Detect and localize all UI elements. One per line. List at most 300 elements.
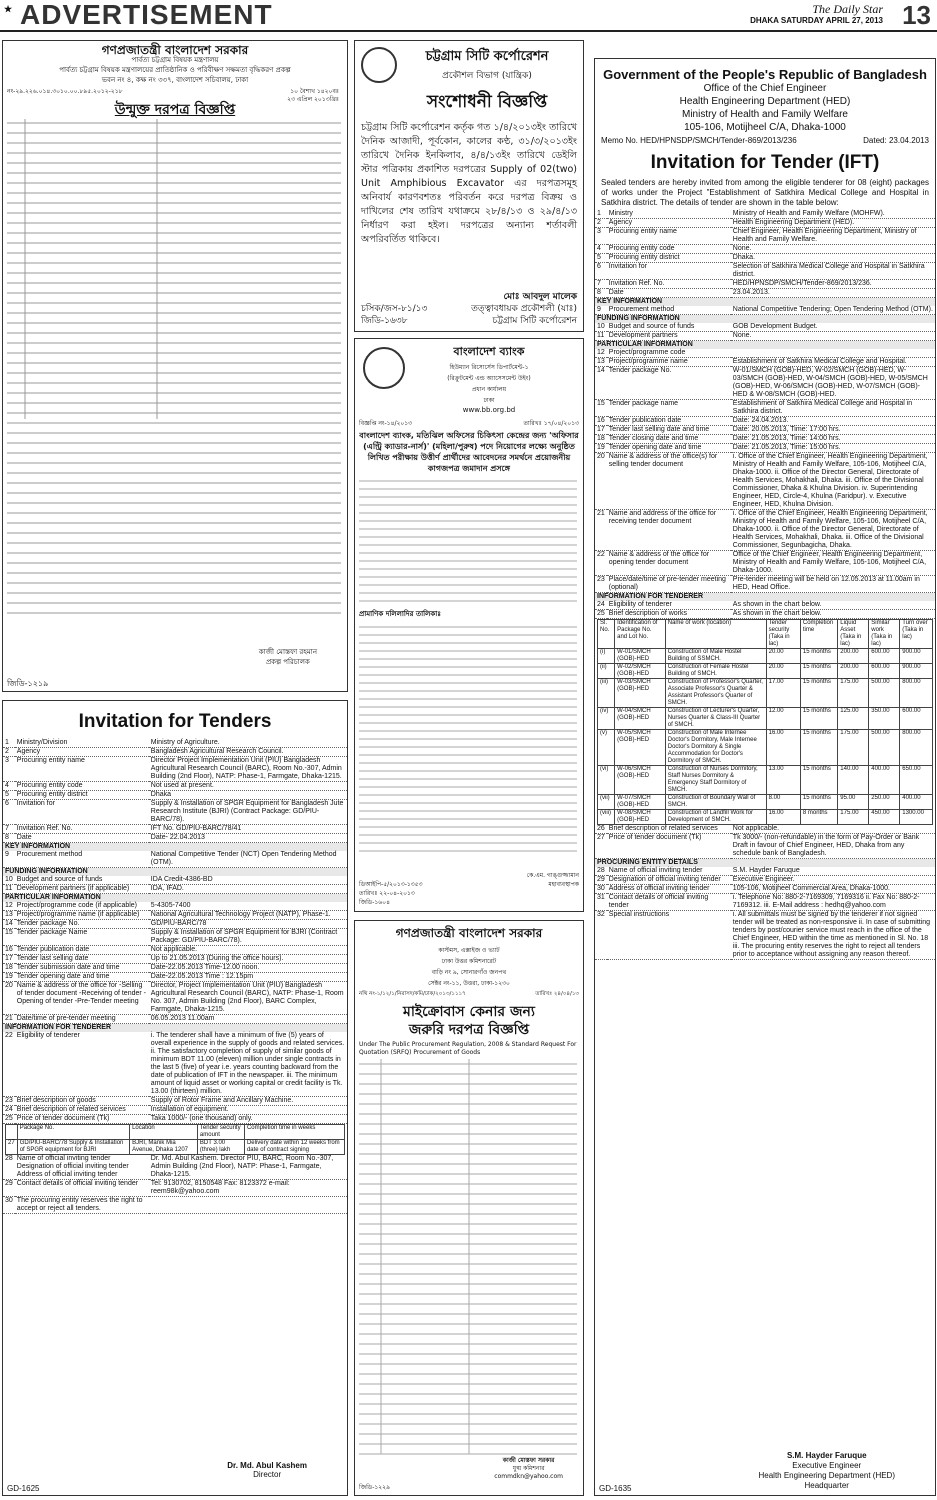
row-value: Date- 22.04.2013 xyxy=(149,834,347,843)
row-number: 12 xyxy=(597,349,605,356)
table-row xyxy=(595,219,935,228)
table-row xyxy=(595,332,935,341)
table-row xyxy=(3,834,347,843)
chart-row-wrap xyxy=(595,619,935,826)
row-value: i. Telephone No: 880-2-7169309, 7169316 ii. Fax No: 880-2-7169312. iii. E-Mail address : hedhq@yahoo.com xyxy=(731,894,935,911)
works-chart-cell: (iv) xyxy=(598,708,615,730)
row-value: IDA, IFAD. xyxy=(149,885,347,894)
table-row xyxy=(595,289,935,298)
table-row xyxy=(595,601,935,610)
hed-gov: Government of the People's Republic of Bangladesh xyxy=(603,67,927,82)
bb-signer: কে.এম. গাঙ্গুজ্জামান xyxy=(526,872,579,879)
works-chart-cell: 95.00 xyxy=(838,795,869,810)
hed-intro: Sealed tenders are hereby invited from among the eligible tenderer for 08 (eight) packages of works under the Project "Establishment of Satkhira Medical College and Hospital in Satkhira district. The details of tender are shown in the table below: xyxy=(601,178,929,207)
row-key: The procuring entity reserves the right to accept or reject all tenders. xyxy=(15,1197,149,1214)
row-value: i. All submittals must be signed by the tenderer if not signed tender will be treated as non-responsive ii. In case of submitting tenders by post/courier service must reach in the office of the Chief Engineer, HED within the time as mentioned in Sl. No. 18 iii. The procuring entity reserves the right to reject all tenders prior to acceptance without assigning any reason thereof. xyxy=(731,911,935,960)
row-number: 18 xyxy=(5,964,13,971)
bb-signer-title: মহাব্যবস্থাপক xyxy=(548,881,579,888)
package-cell xyxy=(3,1124,347,1156)
works-chart-cell: (vii) xyxy=(598,795,615,810)
works-chart-cell: 13.00 xyxy=(766,766,800,795)
ccc-memo: চসিক/জস-৮১/১৩ xyxy=(361,304,428,314)
ad-project: পার্বত্য চট্টগ্রাম বিষয়ক মন্ত্রণালয়ের প্রাতিষ্ঠানিক ও পরিবীক্ষণ সক্ষমতা বৃদ্ধিকরণ প্রকল্প xyxy=(59,66,291,74)
row-number: 20 xyxy=(3,982,15,1015)
row-key: Eligibility of tenderer xyxy=(607,601,731,610)
row-number: 30 xyxy=(3,1197,15,1214)
hed-address: 105-106, Motijheel C/A, Dhaka-1000 xyxy=(684,122,846,133)
ad-bangladesh-bank xyxy=(354,338,584,912)
package-head-cell: Package No. xyxy=(17,1125,129,1140)
row-number: 32 xyxy=(595,911,607,960)
row-value: Establishment of Satkhira Medical College and Hospital in Satkhira district. xyxy=(731,400,935,417)
row-number: 12 xyxy=(5,902,13,909)
section-heading: KEY INFORMATION xyxy=(3,843,347,852)
works-chart-head-cell: Name of work (location) xyxy=(665,620,766,649)
table-row xyxy=(3,946,347,955)
row-number: 13 xyxy=(5,911,13,918)
works-chart-cell: 200.00 xyxy=(838,649,869,664)
row-value: None. xyxy=(731,245,935,254)
table-row xyxy=(3,1197,347,1214)
row-key: Tender opening date and time xyxy=(15,973,149,982)
bb-web-link[interactable]: www.bb.org.bd xyxy=(462,406,516,414)
works-chart-cell: Construction of Nurses Dormitory, Staff Nurses Dormitory & Emergency Staff Dormitory of SMCH. xyxy=(665,766,766,795)
row-key: Procuring entity code xyxy=(607,245,731,254)
barc-heading: Invitation for Tenders xyxy=(78,711,272,732)
row-key: Tender publication date xyxy=(607,417,731,426)
row-number: 18 xyxy=(597,435,605,442)
package-cell-value: BDT 3.00 (three) lakh xyxy=(197,1140,244,1155)
works-chart-cell: 175.00 xyxy=(838,730,869,766)
hed-signer-hq: Headquarter xyxy=(804,1481,849,1490)
section-heading: FUNDING INFORMATION xyxy=(595,315,935,324)
works-chart-cell: 15 months xyxy=(800,766,837,795)
works-chart-cell: Construction of Female Hostel Building of SMCH. xyxy=(665,664,766,679)
table-row xyxy=(595,825,935,834)
row-value: Date-22.05.2013 Time-12.00 noon. xyxy=(149,964,347,973)
row-key: Brief description of related services xyxy=(607,825,731,834)
works-chart-row xyxy=(598,766,933,795)
works-chart-cell: 400.00 xyxy=(869,766,900,795)
ad-barc-tender xyxy=(2,700,348,1496)
row-number: 5 xyxy=(3,791,15,800)
row-number: 3 xyxy=(3,757,15,782)
ad-heading: উন্মুক্ত দরপত্র বিজ্ঞপ্তি xyxy=(114,102,236,118)
section-heading: KEY INFORMATION xyxy=(595,298,935,307)
row-value: 23.04.2013. xyxy=(731,289,935,298)
row-number: 20 xyxy=(595,453,607,510)
row-number: 8 xyxy=(3,834,15,843)
row-key: Tender package No. xyxy=(15,920,149,929)
signer-name: কাজী মোস্তফা রহমান xyxy=(258,648,317,656)
row-key: Price of tender document (Tk) xyxy=(607,834,731,859)
works-chart-cell: 500.00 xyxy=(869,679,900,708)
table-row xyxy=(3,748,347,757)
table-row xyxy=(595,400,935,417)
mb-addr2: সেক্টর নং-১১, উত্তরা, ঢাকা-১২৩০ xyxy=(428,980,510,987)
works-chart-cell: Construction of Professor's Quarter, Associate Professor's Quarter & Assistant Professor's Quarter of SMCH. xyxy=(665,679,766,708)
row-value: Dr. Md. Abul Kashem. Director PIU, BARC, Room No.-307, Admin Building (2nd Floor), NATP: Phase-1, Farmgate, Dhaka-1215. xyxy=(149,1155,347,1180)
works-chart-cell: 15 months xyxy=(800,730,837,766)
row-key: Brief description of goods xyxy=(15,1097,149,1106)
row-key: Tender last selling date and time xyxy=(607,426,731,435)
works-chart-cell: 250.00 xyxy=(869,795,900,810)
table-row xyxy=(595,358,935,367)
works-chart-cell: 15 months xyxy=(800,649,837,664)
works-chart-head-cell: Similar work (Taka in lac) xyxy=(869,620,900,649)
table-row xyxy=(595,834,935,859)
row-number: 19 xyxy=(5,973,13,980)
section-heading: INFORMATION FOR TENDERER xyxy=(3,1024,347,1033)
row-number: 8 xyxy=(595,289,607,298)
row-number: 25 xyxy=(5,1115,13,1122)
row-key: Tender package No. xyxy=(607,367,731,400)
row-key: Date xyxy=(15,834,149,843)
ad-ministry: পার্বত্য চট্টগ্রাম বিষয়ক মন্ত্রণালয় xyxy=(131,56,219,64)
works-chart-cell: (vi) xyxy=(598,766,615,795)
row-number: 27 xyxy=(595,834,607,859)
row-number: 16 xyxy=(5,946,13,953)
row-number: 21 xyxy=(5,1015,13,1022)
row-key: Invitation for xyxy=(15,800,149,825)
row-value: i. Office of the Chief Engineer, Health Engineering Department, Ministry of Health and Family Welfare, 105-106, Motijheel C/A, Dhaka-1000. ii. Office of the Director General, Directorate of Health Services, Mohakhali, Dhaka. iii. Office of the Divisional Commissioner, Dhaka & Khulna Division. iv. Superintending Engineer, HED, Circle-4, Khulna (Faridpur). v. Executive Engineer, HED, Khulna Division. xyxy=(731,453,935,510)
table-row xyxy=(3,791,347,800)
works-chart-cell: 175.00 xyxy=(838,810,869,825)
row-value: Supply & Installation of SPGR Equipment for BJRI (Contract Package: GD/PIU-BARC/78). xyxy=(149,929,347,946)
ccc-ref: জিডি-১৬৩৮ xyxy=(361,316,408,326)
table-row xyxy=(3,964,347,973)
table-row xyxy=(595,876,935,885)
row-value: Ministry of Health and Family Welfare (MOHFW). xyxy=(731,210,935,219)
row-key: Project/programme code (if applicable) xyxy=(15,902,149,911)
row-number: 15 xyxy=(595,400,607,417)
works-chart-cell: 12.00 xyxy=(766,708,800,730)
row-key: Procuring entity name xyxy=(15,757,149,782)
works-chart-row xyxy=(598,664,933,679)
table-row xyxy=(595,245,935,254)
table-row xyxy=(3,929,347,946)
row-number: 4 xyxy=(595,245,607,254)
works-chart-cell: 125.00 xyxy=(838,708,869,730)
row-number: 5 xyxy=(595,254,607,263)
row-number: 29 xyxy=(3,1180,15,1197)
works-chart-cell: 900.00 xyxy=(900,664,933,679)
table-row xyxy=(3,876,347,885)
section-row xyxy=(595,859,935,868)
row-value: Bangladesh Agricultural Research Council. xyxy=(149,748,347,757)
row-number: 14 xyxy=(595,367,607,400)
row-key: Tender package name xyxy=(607,400,731,417)
tender-table-body xyxy=(7,119,343,639)
row-key: Price of tender document (Tk) xyxy=(15,1115,149,1124)
row-value: Executive Engineer. xyxy=(731,876,935,885)
row-number: 28 xyxy=(3,1155,15,1180)
row-number: 25 xyxy=(597,610,605,617)
section-title: ADVERTISEMENT xyxy=(20,0,273,30)
ad-chittagong-city-corp xyxy=(354,40,584,332)
works-chart-cell: 20.00 xyxy=(766,649,800,664)
row-key: Brief description of related services xyxy=(15,1106,149,1115)
mb-addr: বাড়ি নং ৯, সোনারগাঁও জনপথ xyxy=(431,969,507,976)
hed-dept: Health Engineering Department (HED) xyxy=(679,96,851,107)
works-chart-row xyxy=(598,708,933,730)
bb-body-text xyxy=(359,476,579,606)
hed-memo: Memo No. HED/HPNSDP/SMCH/Tender-869/2013/236 xyxy=(601,136,797,145)
paper-name: The Daily Star xyxy=(812,2,883,16)
row-number: 9 xyxy=(595,306,607,315)
row-key: Name & address of the office for opening tender document xyxy=(607,551,731,576)
package-cell-value: 27 xyxy=(6,1140,18,1155)
table-row xyxy=(595,367,935,400)
ccc-signer-title: তত্ত্বাবধায়ক প্রকৌশলী (যাঃ) xyxy=(471,304,577,314)
row-value: i. Office of the Chief Engineer, Health Engineering Department, Ministry of Health and Family Welfare, 105-106, Motijheel C/A, Dhaka-1000. ii. Office of the Director General, Directorate of Health Services, Mohakhali, Dhaka. iii. Office of the Divisional Commissioner, Segunbagicha, Dhaka. xyxy=(731,510,935,551)
works-chart-cell: 16.00 xyxy=(766,730,800,766)
row-key: Invitation Ref. No. xyxy=(15,825,149,834)
section-row xyxy=(595,593,935,602)
mb-heading1: মাইক্রোবাস কেনার জন্য xyxy=(403,1004,535,1020)
section-row xyxy=(3,843,347,852)
row-value: Dhaka. xyxy=(731,254,935,263)
table-row xyxy=(595,551,935,576)
package-head-cell: Tender security amount xyxy=(197,1125,244,1140)
row-key: Eligibility of tenderer xyxy=(15,1032,149,1097)
row-key: Designation of official inviting tender xyxy=(607,876,731,885)
works-chart-cell: 17.00 xyxy=(766,679,800,708)
works-chart-cell: Construction of Male Internee Doctor's Dormitory, Male Internee Doctor's Dormitory & Single Accommodation for Doctor's Dormitory of SMCH. xyxy=(665,730,766,766)
table-row xyxy=(595,453,935,510)
row-value: Chief Engineer, Health Engineering Department, Ministry of Health and Family Welfare. xyxy=(731,228,935,245)
row-number: 7 xyxy=(3,825,15,834)
row-value: Date: 21.05.2013, Time: 15:00 hrs. xyxy=(731,444,935,453)
row-number: 11 xyxy=(3,885,15,894)
row-key: Name & address of the office(s) for selling tender document xyxy=(607,453,731,510)
works-chart-cell: (iii) xyxy=(598,679,615,708)
signer-title: প্রকল্প পরিচালক xyxy=(265,658,310,666)
package-head-cell: Completion time in weeks xyxy=(244,1125,344,1140)
works-chart-head-cell: Tender security (Taka in lac) xyxy=(766,620,800,649)
works-chart-cell: 15 months xyxy=(800,795,837,810)
works-chart-cell: 140.00 xyxy=(838,766,869,795)
works-chart-head-cell: Sl. No. xyxy=(598,620,615,649)
table-row xyxy=(595,510,935,551)
row-value xyxy=(149,1197,347,1214)
row-key: Address of official inviting tender xyxy=(607,885,731,894)
works-chart-row xyxy=(598,810,933,825)
works-chart-cell: 350.00 xyxy=(869,708,900,730)
ccc-logo-icon xyxy=(361,47,397,83)
row-number: 26 xyxy=(597,825,605,832)
ccc-signer-org: চট্টগ্রাম সিটি কর্পোরেশন xyxy=(492,316,577,326)
row-value: Taka 1000/- (one thousand) only. xyxy=(149,1115,347,1124)
section-row xyxy=(595,315,935,324)
section-row xyxy=(3,868,347,877)
mb-signer: কাজী মোস্তফা সরকার xyxy=(502,1457,555,1464)
bb-memo2: ডিআইপি-৫/২০১৩-১৩৫৩ xyxy=(359,881,423,888)
table-row xyxy=(3,800,347,825)
row-key: Procuring entity district xyxy=(15,791,149,800)
table-row xyxy=(3,911,347,920)
row-value: Director Project Implementation Unit (PIU) Bangladesh Agricultural Research Council (BARC), Room No.-307, Admin Building (2nd Floor), NATP: Phase-1, Farmgate, Dhaka-1215. xyxy=(149,757,347,782)
works-chart-cell: Construction of Male Hostel Building of SSMCH. xyxy=(665,649,766,664)
row-key: Invitation Ref. No. xyxy=(607,280,731,289)
table-row xyxy=(595,867,935,876)
ad-microbus-tender xyxy=(354,920,584,1496)
table-row xyxy=(3,1032,347,1097)
row-key: Procurement method xyxy=(607,306,731,315)
mb-ref: জিডি-১২২৯ xyxy=(359,1484,390,1491)
row-key: Development partners (if applicable) xyxy=(15,885,149,894)
section-heading: PARTICULAR INFORMATION xyxy=(595,341,935,350)
table-row xyxy=(3,955,347,964)
bb-memo: বিজ্ঞপ্তি নং-১৪/২০১৩ xyxy=(359,420,413,427)
daily-star-logo: ★ xyxy=(4,4,13,14)
ccc-body: চট্টগ্রাম সিটি কর্পোরেশন কর্তৃক গত ১/৪/২০১৩ইং তারিখে দৈনিক আজাদী, পূর্বকোন, কালের কণ্ঠ, ৩১/৩/২০১৩ইং তারিখে দৈনিক ইনকিলাব, ৪/৪/১৩ইং তারিখে ডেইলি স্টার পত্রিকায় প্রকাশিত দরপত্রের Supply of 02(two) Unit Amphibious Excavator এর দরপত্রসমূহ অনিবার্য কারণবশতঃ পরিবর্তন করে দরপত্র বিক্রয় ও দাখিলের শেষ তারিখ যথাক্রমে ২৮/৪/১৩ ও ২৯/৪/১৩ নির্ধারণ করা হইল। দরপত্রের অন্যান্য শর্তাবলী অপরিবর্তিত থাকিবে। xyxy=(361,122,577,245)
row-number: 19 xyxy=(597,444,605,451)
row-number: 15 xyxy=(3,929,15,946)
row-number: 22 xyxy=(3,1032,15,1097)
mb-sub: ঢাকা উত্তর কমিশনারেট xyxy=(441,958,497,965)
table-row xyxy=(595,263,935,280)
section-row xyxy=(595,341,935,350)
table-row xyxy=(3,885,347,894)
row-key: Ministry/Division xyxy=(15,739,149,748)
works-chart-cell: 650.00 xyxy=(900,766,933,795)
bb-list-placeholder xyxy=(359,622,577,862)
row-key: Procurement method xyxy=(15,851,149,868)
barc-table xyxy=(3,739,347,1214)
table-row xyxy=(595,610,935,619)
row-key: Tender publication date xyxy=(15,946,149,955)
ad-hed-tender xyxy=(594,58,936,1496)
works-chart-row xyxy=(598,730,933,766)
section-row xyxy=(3,894,347,903)
row-key: Name & address of the office for -Selling of tender document -Receiving of tender -Opening of tender -Pre-Tender meeting xyxy=(15,982,149,1015)
gd-ref: জিডি-১২১৯ xyxy=(7,679,49,688)
row-key: Agency xyxy=(15,748,149,757)
mb-signer-title: যুগ্ম কমিশনার xyxy=(512,1465,545,1472)
works-chart-cell: 15 months xyxy=(800,679,837,708)
hed-office: Office of the Chief Engineer xyxy=(703,83,827,94)
row-number: 14 xyxy=(5,920,13,927)
row-key: Tender closing date and time xyxy=(607,435,731,444)
works-chart-cell: 20.00 xyxy=(766,664,800,679)
table-row xyxy=(595,210,935,219)
ccc-org: চট্টগ্রাম সিটি কর্পোরেশন xyxy=(425,49,549,64)
works-chart-cell: 200.00 xyxy=(838,664,869,679)
works-chart-head-cell: Turn over (Taka in lac) xyxy=(900,620,933,649)
row-value: GD/PIU-BARC/78 xyxy=(149,920,347,929)
row-value: As shown in the chart below. xyxy=(731,601,935,610)
row-value: IDA Credit-4386-BD xyxy=(149,876,347,885)
works-chart-cell: 600.00 xyxy=(869,649,900,664)
table-row xyxy=(3,739,347,748)
ccc-dept: প্রকৌশল বিভাগ (যান্ত্রিক) xyxy=(442,71,532,81)
row-key: Procuring entity district xyxy=(607,254,731,263)
table-row xyxy=(595,280,935,289)
works-chart-cell: Construction of Landfill Work for Development of SMCH. xyxy=(665,810,766,825)
package-cell-value: Delivery date within 12 weeks from date of contract signing xyxy=(244,1140,344,1155)
table-row xyxy=(3,1015,347,1024)
row-key: Project/programme name xyxy=(607,358,731,367)
works-chart-cell: 16.00 xyxy=(766,810,800,825)
row-value: National Competitive Tendering; Open Tendering Method (OTM). xyxy=(731,306,935,315)
works-chart-head-cell: Completion time xyxy=(800,620,837,649)
row-key: Name of official inviting tender Designation of official inviting tender Address of official inviting tender xyxy=(15,1155,149,1180)
bb-bank: বাংলাদেশ ব্যাংক xyxy=(453,345,525,358)
row-key: Procuring entity name xyxy=(607,228,731,245)
bb-logo-icon xyxy=(363,347,405,389)
works-chart-row xyxy=(598,795,933,810)
page-header xyxy=(0,0,937,32)
table-row xyxy=(595,323,935,332)
works-chart-cell: 800.00 xyxy=(900,679,933,708)
row-key: Procuring entity code xyxy=(15,782,149,791)
row-number: 2 xyxy=(595,219,607,228)
row-number: 13 xyxy=(597,358,605,365)
row-key: Tender opening date and time xyxy=(607,444,731,453)
row-value: Date-22.05.2013 Time : 12.15pm xyxy=(149,973,347,982)
row-value: Date: 24.04.2013. xyxy=(731,417,935,426)
row-number: 6 xyxy=(3,800,15,825)
mb-text-placeholder xyxy=(359,1059,577,1459)
works-chart-cell: 8.00 xyxy=(766,795,800,810)
works-chart-cell: 400.00 xyxy=(900,795,933,810)
mb-email[interactable]: commdkn@yahoo.com xyxy=(494,1473,563,1480)
works-chart-cell: 1300.00 xyxy=(900,810,933,825)
hed-signer-dept: Health Engineering Department (HED) xyxy=(758,1471,895,1480)
works-chart-cell: W-08/SMCH (GOB)-HED xyxy=(615,810,666,825)
package-table-wrap xyxy=(3,1124,347,1156)
works-chart xyxy=(597,619,933,825)
row-value: Not applicable. xyxy=(149,946,347,955)
row-number: 16 xyxy=(597,417,605,424)
hed-ref: GD-1635 xyxy=(599,1484,632,1493)
row-key: Tender package Name xyxy=(15,929,149,946)
row-number: 11 xyxy=(595,332,607,341)
bb-date: তারিখঃ ১৭/০৪/২০১৩ xyxy=(523,420,579,427)
row-value: Tel: 9130702, 8150548 Fax: 8123372 e-mail: reem98k@yahoo.com xyxy=(149,1180,347,1197)
ccc-signer: মোঃ আবদুল মালেক xyxy=(503,292,577,302)
row-value: National Agricultural Technology Project (NATP), Phase-1. xyxy=(149,911,347,920)
bb-list-body xyxy=(359,622,579,862)
row-key: Special instructions xyxy=(607,911,731,960)
row-key: Budget and source of funds xyxy=(15,876,149,885)
table-row xyxy=(3,982,347,1015)
row-number: 29 xyxy=(597,876,605,883)
row-number: 28 xyxy=(597,867,605,874)
row-number: 1 xyxy=(3,739,15,748)
table-row xyxy=(595,911,935,960)
works-chart-cell: (i) xyxy=(598,649,615,664)
bb-heading: বাংলাদেশ ব্যাংক, মতিঝিল অফিসের চিকিৎসা কেন্দ্রের জন্য 'অফিসার (এন্ট্রি ক্যাডার-নার্স)' (মহিলা/পুরুষ) পদে নিয়োগের লক্ষ্যে অনুষ্ঠিত লিখিত পরীক্ষায় উত্তীর্ণ প্রার্থীদের আবেদনের সমর্থনে প্রয়োজনীয় কাগজপত্র জমাদান প্রসঙ্গে xyxy=(359,431,579,473)
bb-sub3: প্রধান কার্যালয় xyxy=(471,386,507,393)
table-row xyxy=(3,1155,347,1180)
works-chart-cell: 600.00 xyxy=(900,708,933,730)
row-key: Project/programme name (if applicable) xyxy=(15,911,149,920)
works-chart-cell: W-05/SMCH (GOB)-HED xyxy=(615,730,666,766)
row-key: Budget and source of funds xyxy=(607,323,731,332)
row-value: Supply of Rotor Frame and Ancillary Machine. xyxy=(149,1097,347,1106)
row-number: 22 xyxy=(595,551,607,576)
works-chart-head-cell: Identification of Package No. and Lot No. xyxy=(615,620,666,649)
table-row xyxy=(595,426,935,435)
ccc-heading: সংশোধনী বিজ্ঞপ্তি xyxy=(426,92,548,112)
ad-chittagong-hill-tracts xyxy=(2,40,348,692)
date-english: ২৩ এপ্রিল ২০১৩খ্রিঃ xyxy=(287,96,339,103)
table-row xyxy=(595,254,935,263)
table-row xyxy=(595,228,935,245)
table-row xyxy=(3,825,347,834)
